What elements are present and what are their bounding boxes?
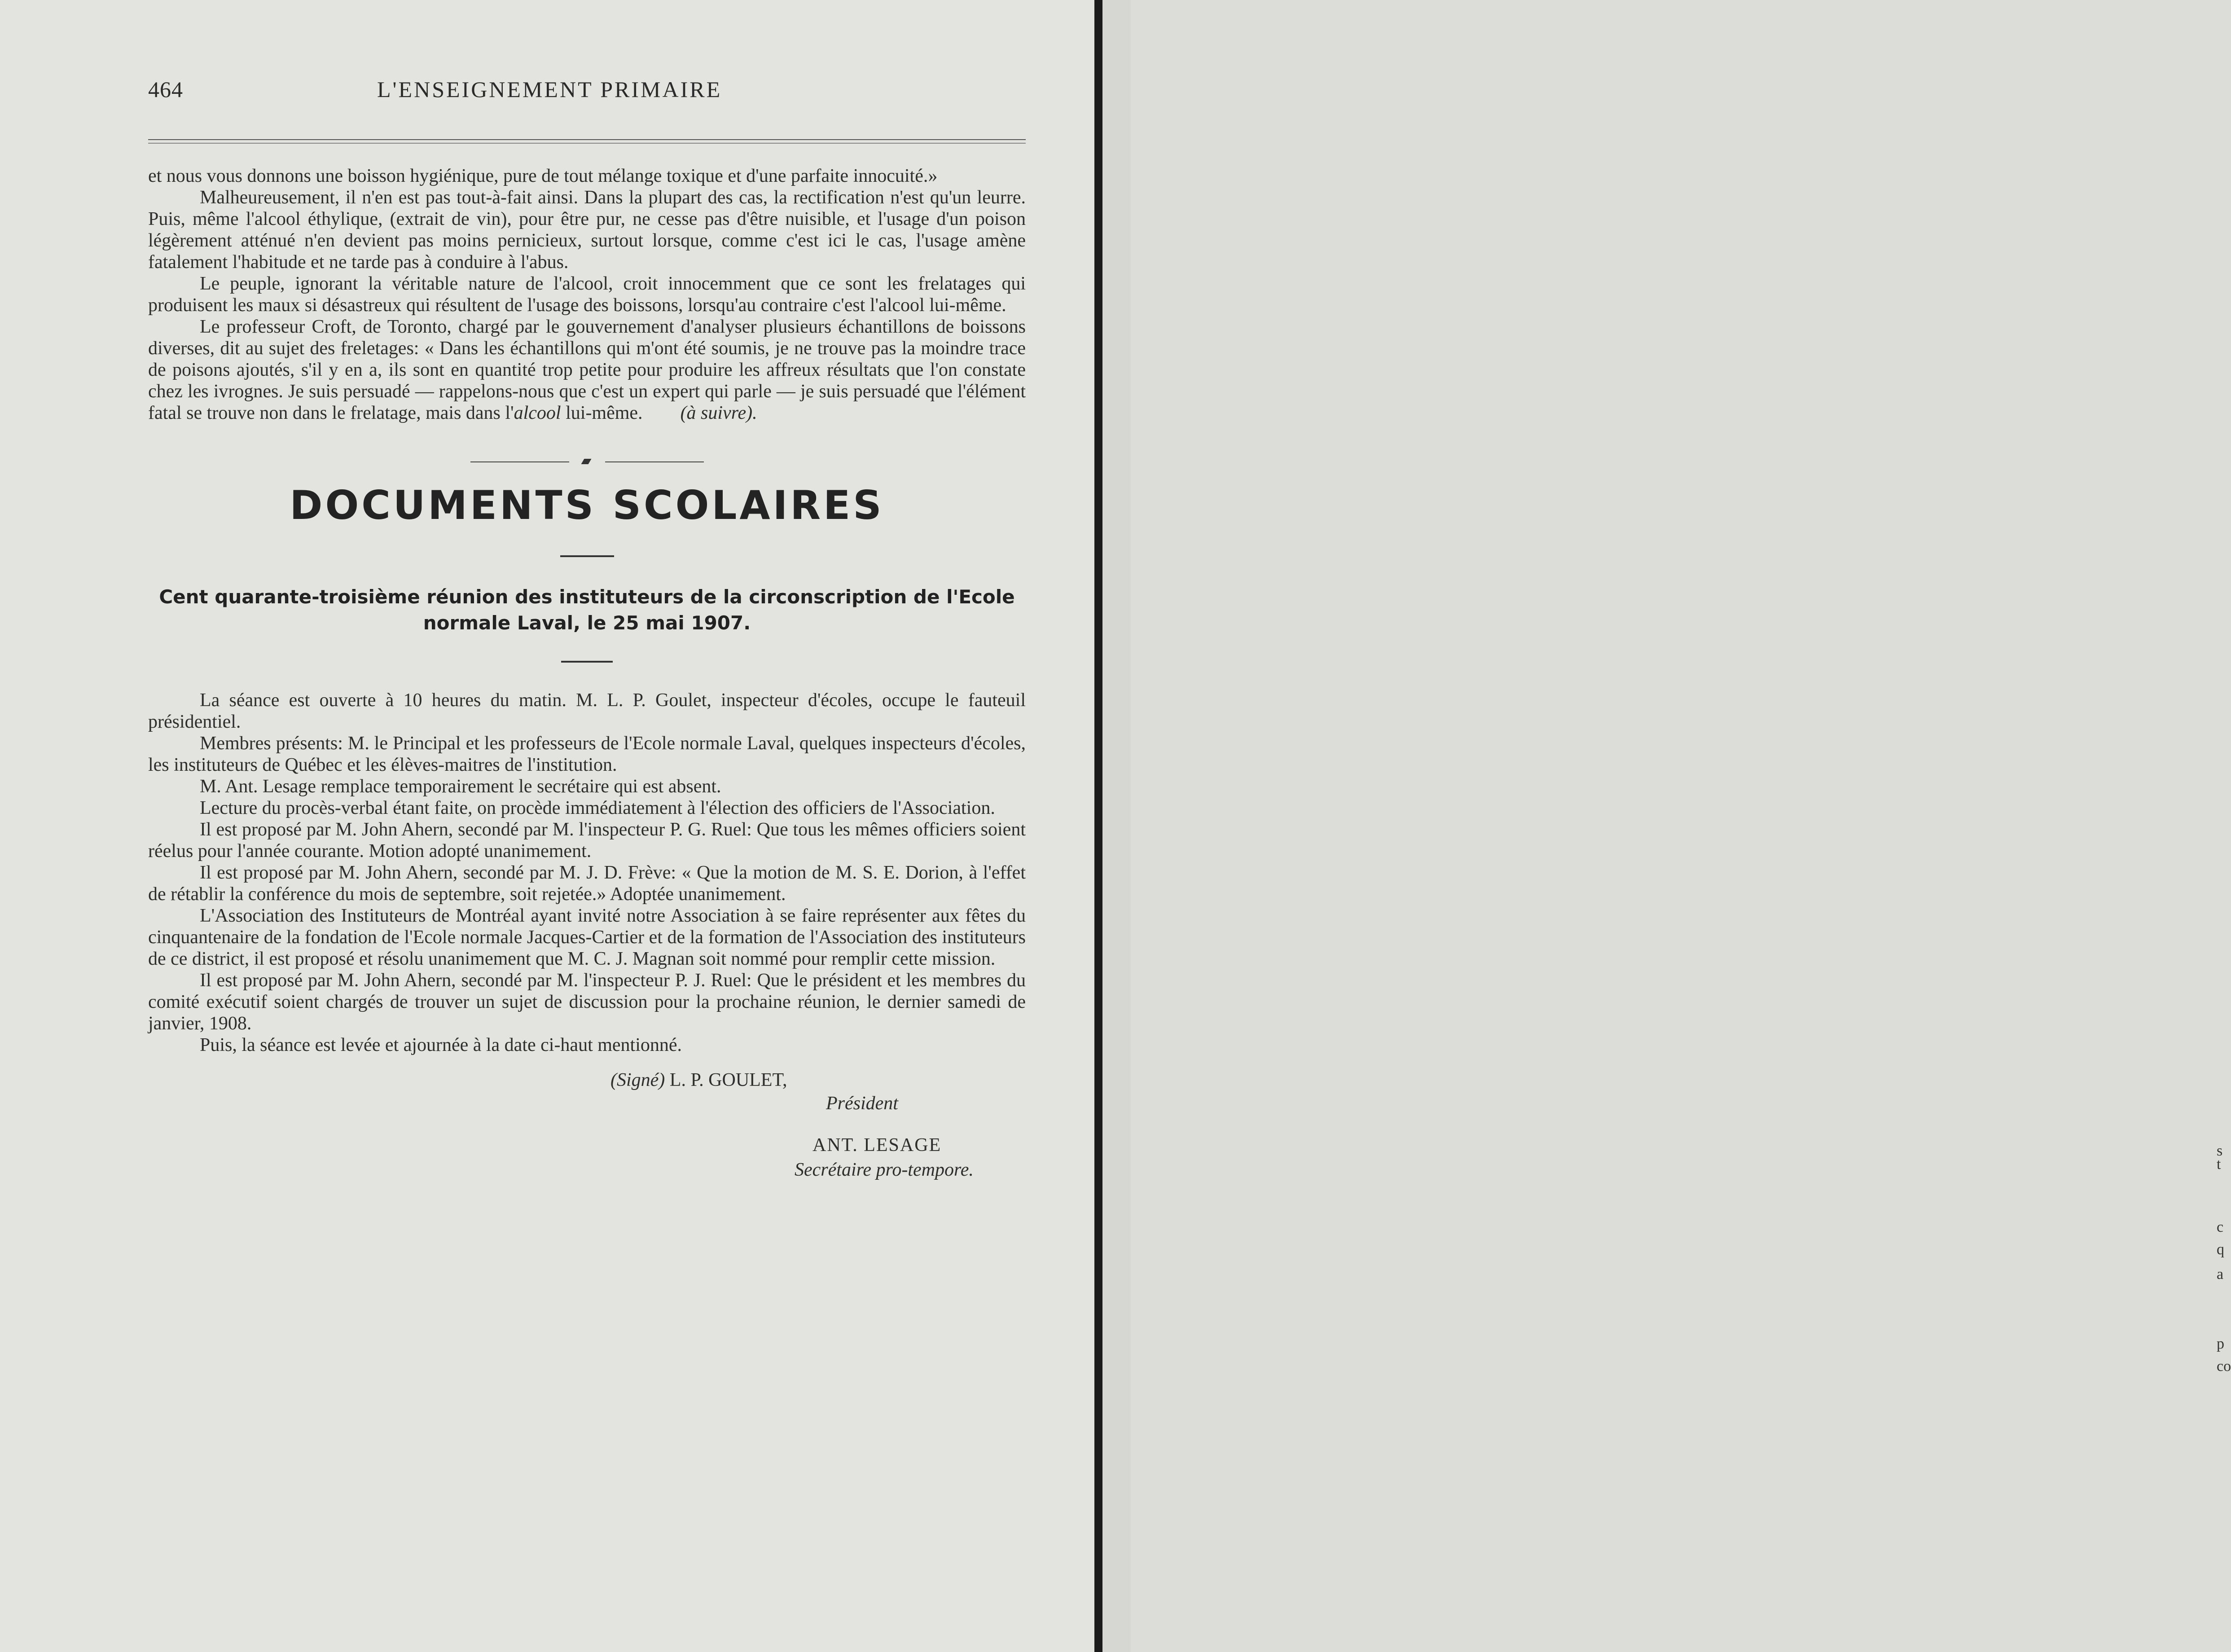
signed-line bbox=[610, 1069, 787, 1091]
page-number: 464 bbox=[148, 77, 183, 102]
section-ornament bbox=[470, 460, 704, 464]
section-title: DOCUMENTS SCOLAIRES bbox=[290, 482, 884, 528]
meeting-title-line: Cent quarante-troisième réunion des instituteurs de la circonscription de l'Ecole bbox=[159, 586, 1015, 608]
meeting-title bbox=[148, 584, 1026, 636]
meeting-title-line: normale Laval, le 25 mai 1907. bbox=[423, 612, 751, 634]
article-paragraph: et nous vous donnons une boisson hygiénique, pure de tout mélange toxique et d'une parfaite innocuité.» bbox=[148, 166, 938, 186]
president-title: Président bbox=[826, 1093, 898, 1114]
minutes-paragraph: M. Ant. Lesage remplace temporairement le secrétaire qui est absent. bbox=[200, 776, 721, 797]
book-spine bbox=[1094, 0, 1102, 1652]
article-paragraph: Malheureusement, il n'en est pas tout-à-fait ainsi. Dans la plupart des cas, la rectification n'est qu'un leurre. Puis, même l'alcool éthylique, (extrait de vin), pour être pur, ne cesse pas d'être nuisible, et l'usage d'un poison légèrement atténué n'en devient pas moins pernicieux, surtout lorsque, comme c'est ici le cas, l'usage amène fatalement l'habitude et ne tarde pas à conduire à l'abus. bbox=[148, 187, 1026, 272]
facing-page-fragment: s bbox=[2217, 1142, 2223, 1159]
secretary-title: Secrétaire pro-tempore. bbox=[795, 1160, 974, 1180]
signatures bbox=[148, 1069, 1026, 1204]
page-content bbox=[148, 67, 1026, 1204]
facing-page-fragment: c bbox=[2217, 1219, 2224, 1235]
secretary-name: ANT. LESAGE bbox=[812, 1135, 942, 1156]
minutes-paragraph: Il est proposé par M. John Ahern, secondé par M. l'inspecteur P. G. Ruel: Que tous les mêmes officiers soient réelus pour l'année courante. Motion adopté unanimement. bbox=[148, 819, 1026, 861]
facing-page-fragment: q bbox=[2217, 1241, 2224, 1258]
minutes-paragraph: L'Association des Instituteurs de Montréal ayant invité notre Association à se faire représenter aux fêtes du cinquantenaire de la fondation de l'Ecole normale Jacques-Cartier et de la formation de l'Association des instituteurs de ce district, il est proposé et résolu unanimement que M. C. J. Magnan soit nommé pour remplir cette mission. bbox=[148, 905, 1026, 969]
president-name: L. P. GOULET, bbox=[669, 1070, 787, 1090]
facing-page-fragment: t bbox=[2217, 1156, 2221, 1173]
article-paragraph-tail: lui-même. bbox=[561, 403, 643, 423]
italic-word: alcool bbox=[514, 403, 561, 423]
minutes-paragraph: Membres présents: M. le Principal et les professeurs de l'Ecole normale Laval, quelques inspecteurs d'écoles, les instituteurs de Québec et les élèves-maitres de l'institution. bbox=[148, 733, 1026, 775]
article-paragraph bbox=[148, 316, 1026, 424]
to-be-continued: (à suivre). bbox=[680, 403, 757, 423]
facing-page-fragment: co bbox=[2217, 1358, 2231, 1375]
article-paragraph-text: Le professeur Croft, de Toronto, chargé par le gouvernement d'analyser plusieurs échantillons de boissons diverses, dit au sujet des freletages: « Dans les échantillons qui m'ont été soumis, je ne trouve pas la moindre trace de poisons ajoutés, s'il y en a, ils sont en quantité trop petite pour produire les affreux résultats que l'on constate chez les ivrognes. Je suis persuadé — rappelons-nous que c'est un expert qui parle — je suis persuadé que l'élément fatal se trouve non dans le frelatage, mais dans l' bbox=[148, 316, 1026, 423]
minutes-paragraph: Il est proposé par M. John Ahern, secondé par M. l'inspecteur P. J. Ruel: Que le président et les membres du comité exécutif soient chargés de trouver un sujet de discussion pour la prochaine réunion, le dernier samedi de janvier, 1908. bbox=[148, 970, 1026, 1034]
article-continuation bbox=[148, 165, 1026, 424]
running-header bbox=[148, 67, 1026, 108]
minutes-paragraph: Il est proposé par M. John Ahern, secondé par M. J. D. Frève: « Que la motion de M. S. E. Dorion, à l'effet de rétablir la conférence du mois de septembre, soit rejetée.» Adoptée unanimement. bbox=[148, 862, 1026, 905]
title-rule bbox=[560, 555, 614, 557]
signed-prefix: (Signé) bbox=[610, 1070, 665, 1090]
article-paragraph: Le peuple, ignorant la véritable nature de l'alcool, croit innocemment que ce sont les frelatages qui produisent les maux si désastreux qui résultent de l'usage des boissons, lorsqu'au contraire c'est l'alcool lui-même. bbox=[148, 273, 1026, 316]
facing-page-edge bbox=[1102, 0, 2231, 1652]
minutes-paragraph: La séance est ouverte à 10 heures du matin. M. L. P. Goulet, inspecteur d'écoles, occupe le fauteuil présidentiel. bbox=[148, 690, 1026, 732]
facing-page-fragment: a bbox=[2217, 1266, 2224, 1283]
meeting-minutes bbox=[148, 690, 1026, 1056]
minutes-paragraph: Puis, la séance est levée et ajournée à la date ci-haut mentionné. bbox=[200, 1035, 682, 1055]
header-rule bbox=[148, 139, 1026, 144]
journal-title: L'ENSEIGNEMENT PRIMAIRE bbox=[377, 77, 722, 102]
minutes-paragraph: Lecture du procès-verbal étant faite, on procède immédiatement à l'élection des officiers de l'Association. bbox=[200, 798, 995, 818]
meeting-rule bbox=[561, 661, 613, 663]
facing-page-fragment: p bbox=[2217, 1336, 2224, 1352]
